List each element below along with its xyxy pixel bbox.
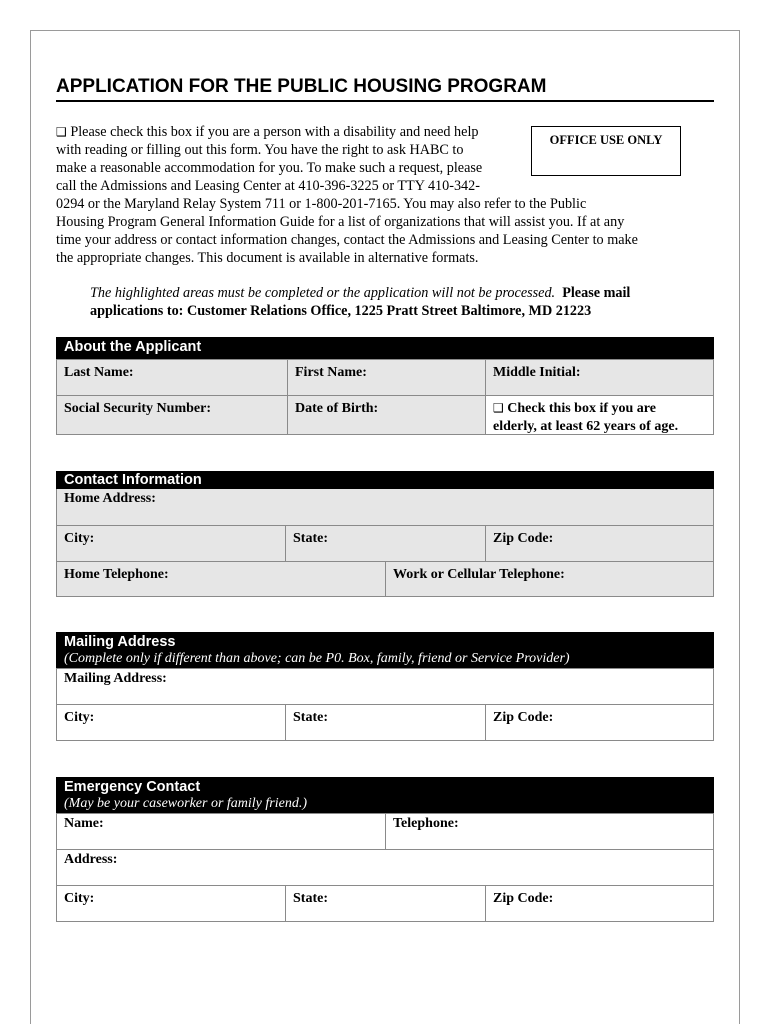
intro-line-3: make a reasonable accommodation for you. To make such a request, please [56,160,483,176]
intro-line-6: Housing Program General Information Guide for a list of organizations that will assist you. If at any [56,214,625,230]
office-use-label: OFFICE USE ONLY [549,133,663,147]
home-address-field[interactable]: Home Address: [56,489,714,526]
intro-line-1: ❑ Please check this box if you are a person with a disability and need help [56,124,479,140]
emergency-state-field[interactable]: State: [285,886,485,921]
intro-line-2: with reading or filling out this form. You have the right to ask HABC to [56,142,464,158]
first-name-field[interactable]: First Name: [287,360,485,395]
emergency-telephone-field[interactable]: Telephone: [385,814,713,849]
contact-row-phones [56,561,714,597]
dob-field[interactable]: Date of Birth: [287,396,485,434]
mailing-subheading: (Complete only if different than above; can be P0. Box, family, friend or Service Provider) [64,651,570,666]
contact-section-heading: Contact Information [56,471,714,490]
emergency-zip-field[interactable]: Zip Code: [485,886,713,921]
mailing-zip-field[interactable]: Zip Code: [485,705,713,740]
mailing-state-field[interactable]: State: [285,705,485,740]
page-title: APPLICATION FOR THE PUBLIC HOUSING PROGRAM [56,76,714,102]
emergency-name-field[interactable]: Name: [64,816,104,831]
elderly-checkbox-icon[interactable]: ❑ [493,401,504,415]
note-bold-2: applications to: Customer Relations Office, 1225 Pratt Street Baltimore, MD 21223 [90,303,592,319]
intro-line-4: call the Admissions and Leasing Center at 410-396-3225 or TTY 410-342- [56,178,480,194]
middle-initial-field[interactable]: Middle Initial: [485,360,713,395]
contact-city-field[interactable]: City: [64,531,95,546]
emergency-row-name [56,813,714,850]
emergency-city-field[interactable]: City: [64,891,95,906]
about-section-heading: About the Applicant [56,337,714,359]
emergency-subheading: (May be your caseworker or family friend.) [64,796,307,811]
contact-state-field[interactable]: State: [285,526,485,561]
mailing-row-city [56,704,714,741]
mailing-address-field[interactable]: Mailing Address: [56,668,714,705]
contact-zip-field[interactable]: Zip Code: [485,526,713,561]
intro-paragraph [56,123,716,267]
note-bold-1: Please mail [562,285,631,301]
emergency-row-city [56,885,714,922]
intro-line-8: the appropriate changes. This document is available in alternative formats. [56,250,479,266]
emergency-section-heading: Emergency Contact (May be your caseworker or family friend.) [56,777,714,814]
intro-line-7: time your address or contact information changes, contact the Admissions and Leasing Center to make [56,232,638,248]
contact-row-city [56,525,714,562]
last-name-field[interactable]: Last Name: [64,365,134,380]
about-row-ssn [56,395,714,435]
intro-line-5: 0294 or the Maryland Relay System 711 or 1-800-201-7165. You may also refer to the Public [56,196,587,212]
mailing-city-field[interactable]: City: [64,710,95,725]
emergency-address-field[interactable]: Address: [56,849,714,886]
work-telephone-field[interactable]: Work or Cellular Telephone: [385,562,713,596]
mailing-section-heading: Mailing Address (Complete only if different than above; can be P0. Box, family, friend or Service Provider) [56,632,714,669]
about-row-names [56,359,714,396]
elderly-checkbox-cell[interactable]: ❑ Check this box if you are elderly, at least 62 years of age. [485,396,713,434]
home-telephone-field[interactable]: Home Telephone: [64,567,169,582]
submission-note [90,284,690,320]
note-italic: The highlighted areas must be completed or the application will not be processed. [90,285,556,301]
disability-checkbox-icon[interactable]: ❑ [56,125,67,139]
ssn-field[interactable]: Social Security Number: [64,401,211,416]
